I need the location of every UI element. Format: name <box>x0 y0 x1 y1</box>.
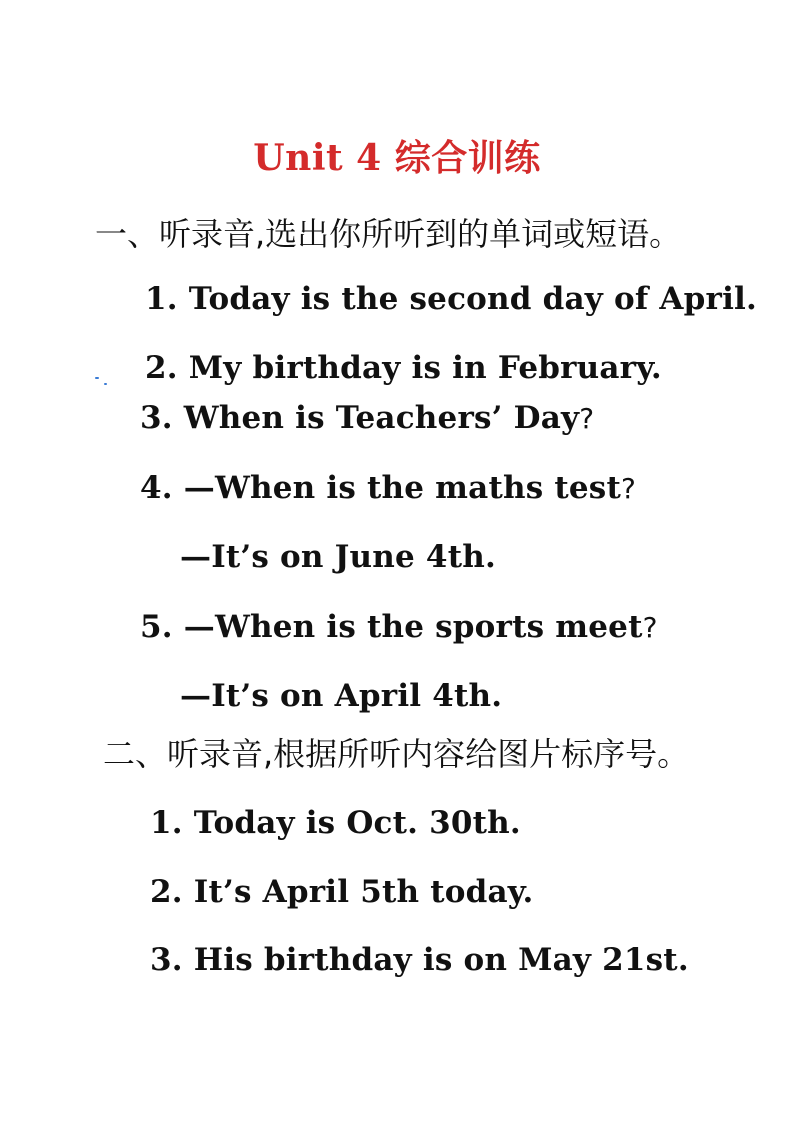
section-1-item-5-question <box>140 609 658 645</box>
section-1-item-3 <box>140 400 595 436</box>
page-title: Unit 4 综合训练 <box>253 137 541 179</box>
section-1-item-5-answer: —It’s on April 4th. <box>180 678 503 714</box>
item-3-text: 3. When is Teachers’ Day <box>140 400 580 436</box>
section-1-item-1: 1. Today is the second day of April. <box>145 281 758 317</box>
section-1-item-4-answer: —It’s on June 4th. <box>180 539 496 575</box>
section-2-item-3: 3. His birthday is on May 21st. <box>150 942 689 978</box>
blue-speck <box>104 383 107 385</box>
item-5-text: 5. —When is the sports meet <box>140 609 643 645</box>
item-4-text: 4. —When is the maths test <box>140 470 621 506</box>
section-2-heading: 二、听录音,根据所听内容给图片标序号。 <box>103 735 690 773</box>
section-2-item-2: 2. It’s April 5th today. <box>150 874 534 910</box>
question-mark: ? <box>642 611 658 644</box>
blue-speck <box>95 377 99 379</box>
section-1-heading: 一、听录音,选出你所听到的单词或短语。 <box>95 215 682 253</box>
section-1-item-2: 2. My birthday is in February. <box>145 350 662 386</box>
section-1-item-4-question <box>140 470 637 506</box>
section-2-item-1: 1. Today is Oct. 30th. <box>150 805 521 841</box>
question-mark: ? <box>579 402 595 435</box>
question-mark: ? <box>620 472 637 505</box>
